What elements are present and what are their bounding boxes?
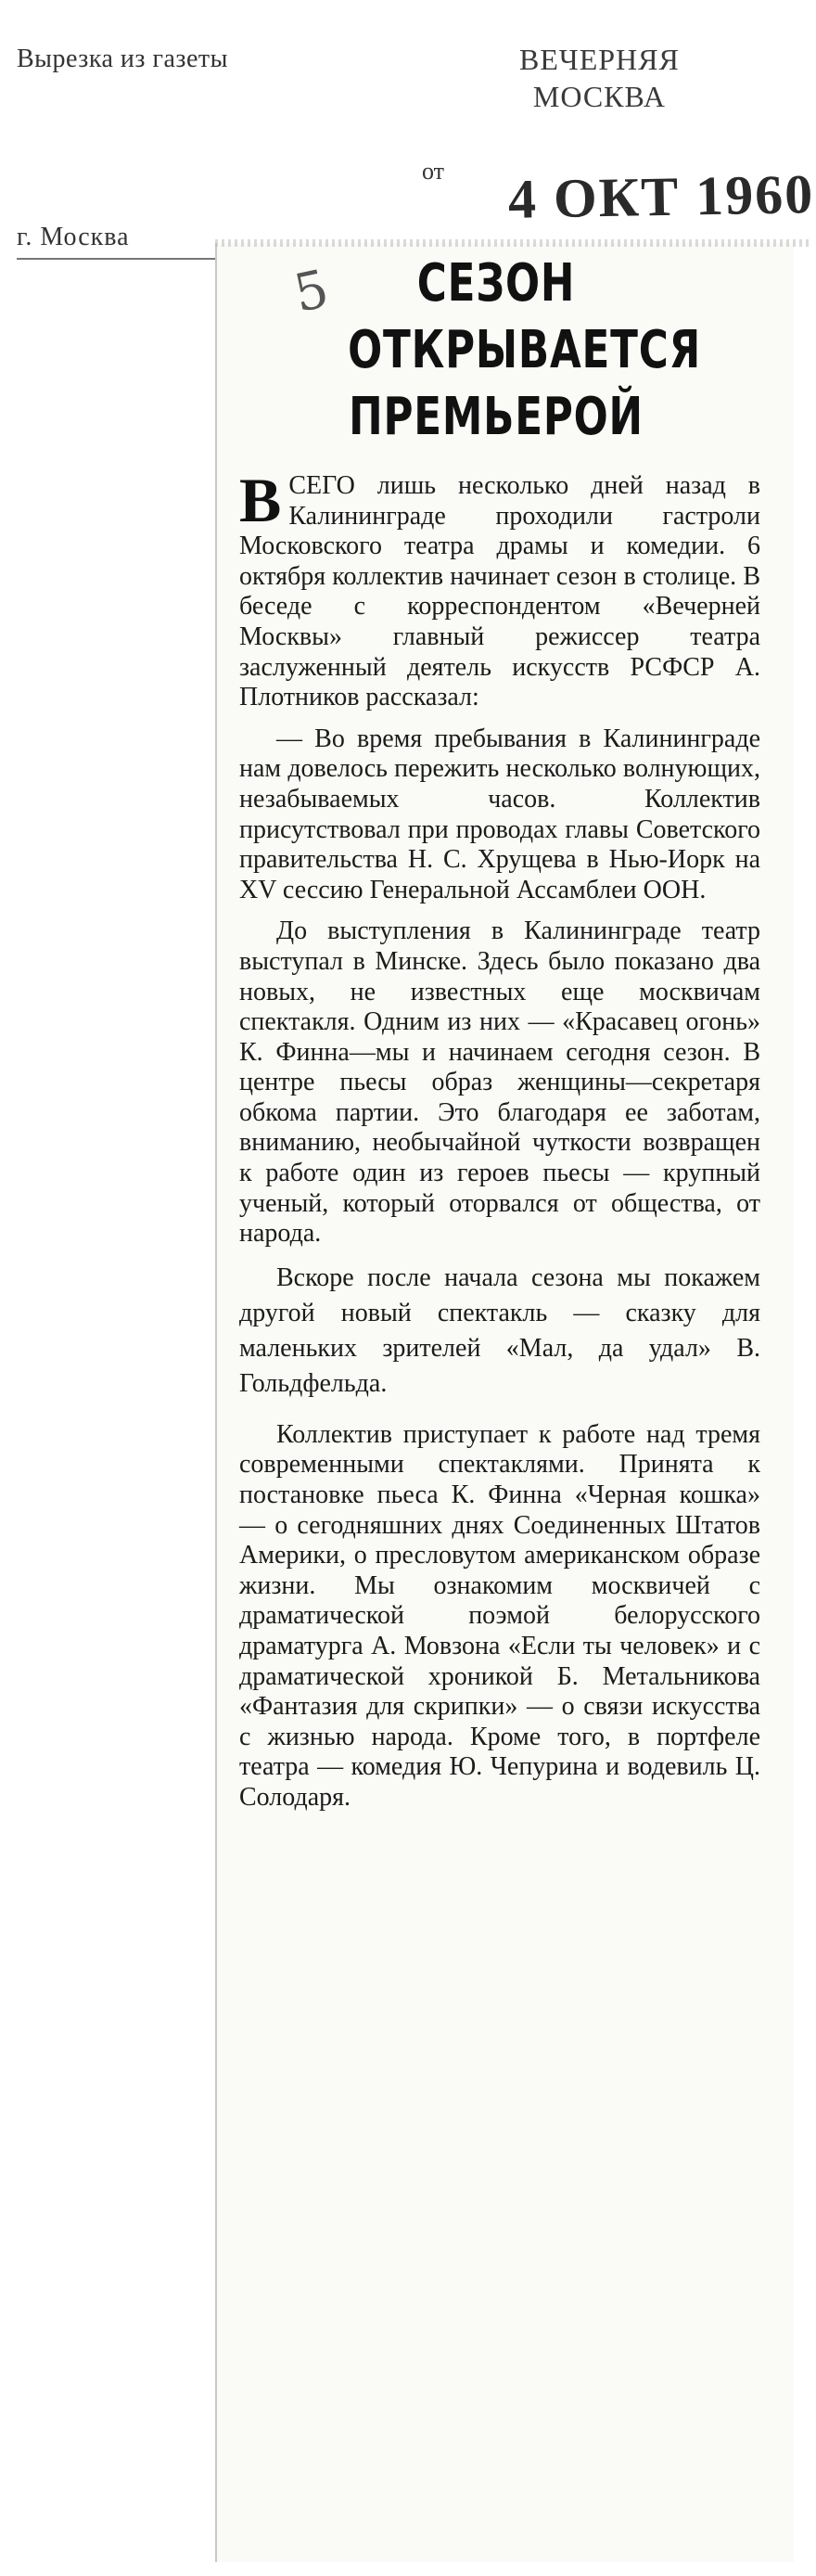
article-body bbox=[239, 465, 760, 1813]
torn-edge bbox=[215, 239, 809, 247]
pencil-mark: 5 bbox=[288, 259, 335, 325]
paragraph-text: Коллектив приступает к работе над тремя современными спектаклями. Принята к постановке пьеса К. Финна «Черная кошка» — о сегодняшних днях Соединенных Штатов Америки, о пресловутом американском образе жизни. Мы ознакомим москвичей с драматической поэмой белорусского драматурга А. Мовзона «Если ты человек» и с драматической хроникой Б. Метальникова «Фантазия для скрипки» — о связи искусства с жизнью народа. Кроме того, в портфеле театра — комедия Ю. Чепурина и водевиль Ц. Солодаря. bbox=[239, 1419, 760, 1812]
newspaper-name-line2: МОСКВА bbox=[532, 80, 666, 113]
newspaper-name bbox=[519, 41, 680, 115]
article-paragraph bbox=[239, 724, 760, 906]
date-stamp: 4 ОКТ 1960 bbox=[507, 163, 815, 230]
article-paragraph bbox=[239, 916, 760, 1250]
clipping-source-label: Вырезка из газеты bbox=[17, 45, 228, 73]
city-underline bbox=[17, 258, 249, 260]
article-paragraph bbox=[239, 1420, 760, 1813]
paragraph-text: До выступления в Калининграде театр выступал в Минске. Здесь было показано два новых, не известных еще москвичам спектакля. Одним из них — «Красавец огонь» К. Финна—мы и начинаем сегодня сезон. В центре пьесы образ женщины—секретаря обкома партии. Это благодаря ее заботам, вниманию, необычайной чуткости возвращен к работе один из героев пьесы — крупный ученый, который оторвался от общества, от народа. bbox=[239, 916, 760, 1249]
article-paragraph bbox=[239, 1261, 760, 1402]
date-prefix: от bbox=[422, 158, 445, 185]
headline-line-2: ОТКРЫВАЕТСЯ bbox=[348, 320, 702, 380]
article-headline bbox=[348, 250, 702, 451]
paragraph-text: — Во время пребывания в Калининграде нам довелось пережить несколько волнующих, незабываемых часов. Коллектив присутствовал при проводах главы Советского правительства Н. С. Хрущева в Нью-Иорк на XV сессию Генеральной Ассамблеи ООН. bbox=[239, 724, 760, 904]
paragraph-text: Вскоре после начала сезона мы покажем другой новый спектакль — сказку для маленьких зрителей «Мал, да удал» В. Гольдфельда. bbox=[239, 1262, 760, 1398]
city-label: г. Москва bbox=[17, 223, 130, 251]
headline-line-1: СЕЗОН bbox=[416, 253, 576, 314]
headline-line-3: ПРЕМЬЕРОЙ bbox=[349, 387, 644, 447]
paragraph-text: СЕГО лишь несколько дней назад в Калининграде проходили гастроли Московского театра драмы и комедии. 6 октября коллектив начинает сезон в столице. В беседе с корреспондентом «Вечерней Москвы» главный режиссер театра заслуженный деятель искусств РСФСР А. Плотников рассказал: bbox=[239, 471, 760, 712]
newspaper-name-line1: ВЕЧЕРНЯЯ bbox=[519, 43, 680, 76]
drop-cap: В bbox=[239, 465, 282, 535]
article-paragraph bbox=[239, 465, 760, 713]
